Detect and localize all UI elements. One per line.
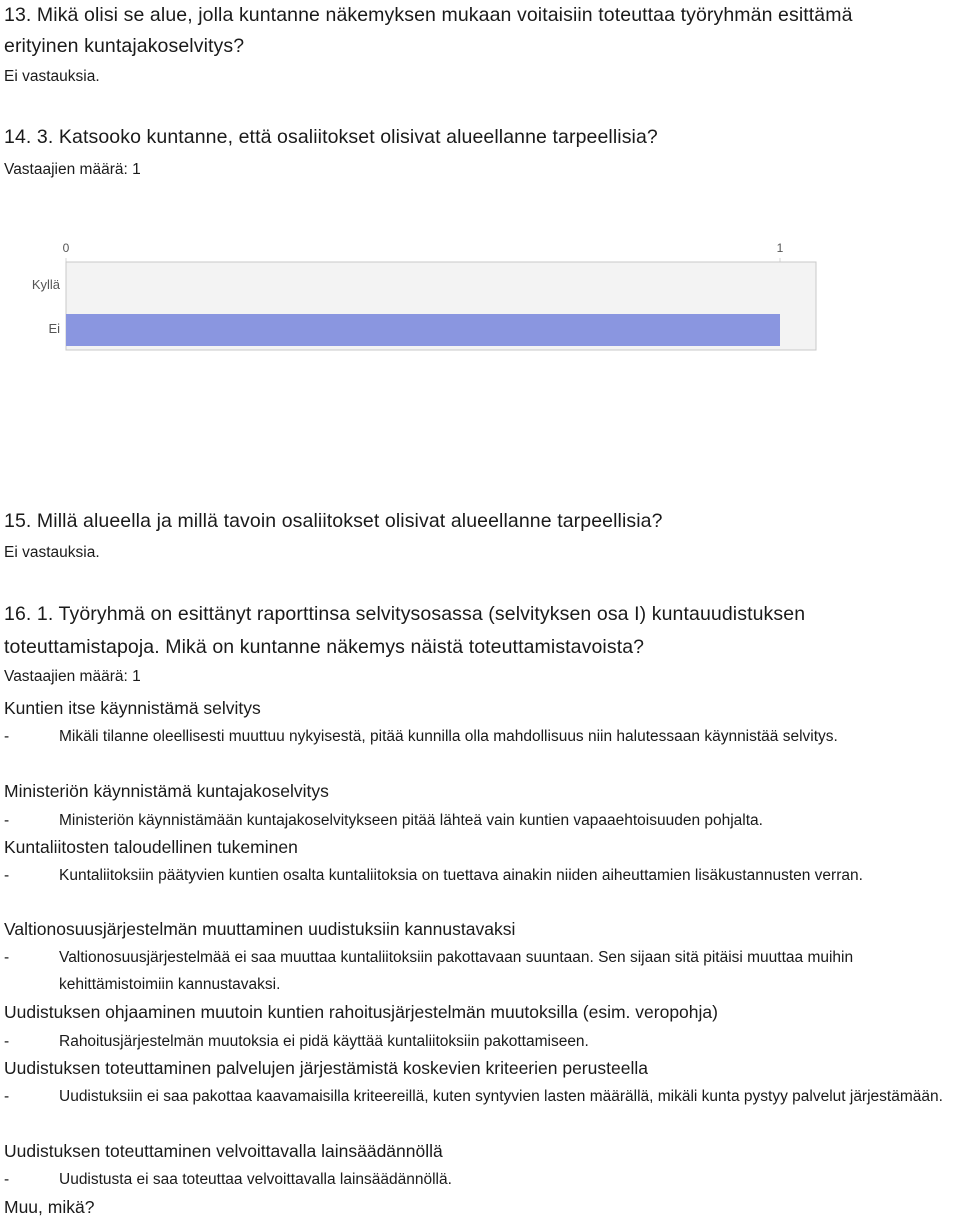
item-text: Uudistusta ei saa toteuttaa velvoittavalla lainsäädännöllä.	[59, 1171, 452, 1188]
category-label: Ei	[48, 321, 60, 336]
q14-title: 14. 3. Katsooko kuntanne, että osaliitokset olisivat alueellanne tarpeellisia?	[4, 126, 658, 148]
q14-bar-chart	[0, 230, 960, 370]
section-item	[4, 944, 956, 998]
q15-title: 15. Millä alueella ja millä tavoin osaliitokset olisivat alueellanne tarpeellisia?	[4, 510, 663, 532]
q16-title-line2: toteuttamistapoja. Mikä on kuntanne näkemys näistä toteuttamistavoista?	[4, 636, 645, 658]
item-text: Ministeriön käynnistämään kuntajakoselvitykseen pitää lähteä vain kuntien vapaaehtoisuuden pohjalta.	[59, 812, 763, 829]
category-label: Kyllä	[31, 277, 60, 292]
section-item	[4, 807, 956, 834]
item-text: Mikäli tilanne oleellisesti muuttuu nykyisestä, pitää kunnilla olla mahdollisuus niin halutessaan käynnistää selvitys.	[59, 728, 838, 745]
section-item	[4, 1083, 956, 1110]
bar-ei	[66, 314, 780, 346]
section-heading: Kuntaliitosten taloudellinen tukeminen	[4, 837, 298, 857]
section-item	[4, 723, 956, 750]
q13-title-line1: 13. Mikä olisi se alue, jolla kuntanne näkemyksen mukaan voitaisiin toteuttaa työryhmän esittämä	[4, 4, 853, 26]
q14-respondents: Vastaajien määrä: 1	[4, 161, 141, 178]
item-dash: -	[4, 867, 10, 884]
section-heading: Uudistuksen ohjaaminen muutoin kuntien rahoitusjärjestelmän muutoksilla (esim. veropohja)	[4, 1002, 718, 1022]
q16-other: Muu, mikä?	[4, 1197, 95, 1217]
section-item	[4, 862, 956, 889]
section-heading: Uudistuksen toteuttaminen palvelujen järjestämistä koskevien kriteerien perusteella	[4, 1058, 648, 1078]
item-text: Kuntaliitoksiin päätyvien kuntien osalta kuntaliitoksia on tuettava ainakin niiden aiheuttamien lisäkustannusten verran.	[59, 867, 863, 884]
item-dash: -	[4, 1088, 10, 1105]
item-dash: -	[4, 728, 10, 745]
section-heading: Ministeriön käynnistämä kuntajakoselvitys	[4, 781, 329, 801]
q16-title-line1: 16. 1. Työryhmä on esittänyt raporttinsa selvitysosassa (selvityksen osa I) kuntauudistuksen	[4, 603, 806, 625]
item-dash: -	[4, 949, 10, 966]
section-heading: Kuntien itse käynnistämä selvitys	[4, 698, 261, 718]
section-heading: Valtionosuusjärjestelmän muuttaminen uudistuksiin kannustavaksi	[4, 919, 516, 939]
x-tick-label: 1	[776, 241, 784, 255]
item-text: Rahoitusjärjestelmän muutoksia ei pidä käyttää kuntaliitoksiin pakottamiseen.	[59, 1033, 589, 1050]
item-dash: -	[4, 1171, 10, 1188]
q13-no-answers: Ei vastauksia.	[4, 68, 100, 85]
item-dash: -	[4, 812, 10, 829]
section-item	[4, 1166, 956, 1193]
section-item	[4, 1028, 956, 1055]
item-text: Valtionosuusjärjestelmää ei saa muuttaa kuntaliitoksiin pakottavaan suuntaan. Sen sijaan sitä pitäisi muuttaa muihin kehittämistoimiin kannustavaksi.	[59, 949, 854, 993]
q13-title-line2: erityinen kuntajakoselvitys?	[4, 35, 245, 57]
q15-no-answers: Ei vastauksia.	[4, 544, 100, 561]
section-heading: Uudistuksen toteuttaminen velvoittavalla lainsäädännöllä	[4, 1141, 443, 1161]
item-text: Uudistuksiin ei saa pakottaa kaavamaisilla kriteereillä, kuten syntyvien lasten määrällä, mikäli kunta pystyy palvelut järjestämään.	[59, 1088, 943, 1105]
item-dash: -	[4, 1033, 10, 1050]
q16-respondents: Vastaajien määrä: 1	[4, 668, 141, 685]
x-tick-label: 0	[62, 241, 70, 255]
